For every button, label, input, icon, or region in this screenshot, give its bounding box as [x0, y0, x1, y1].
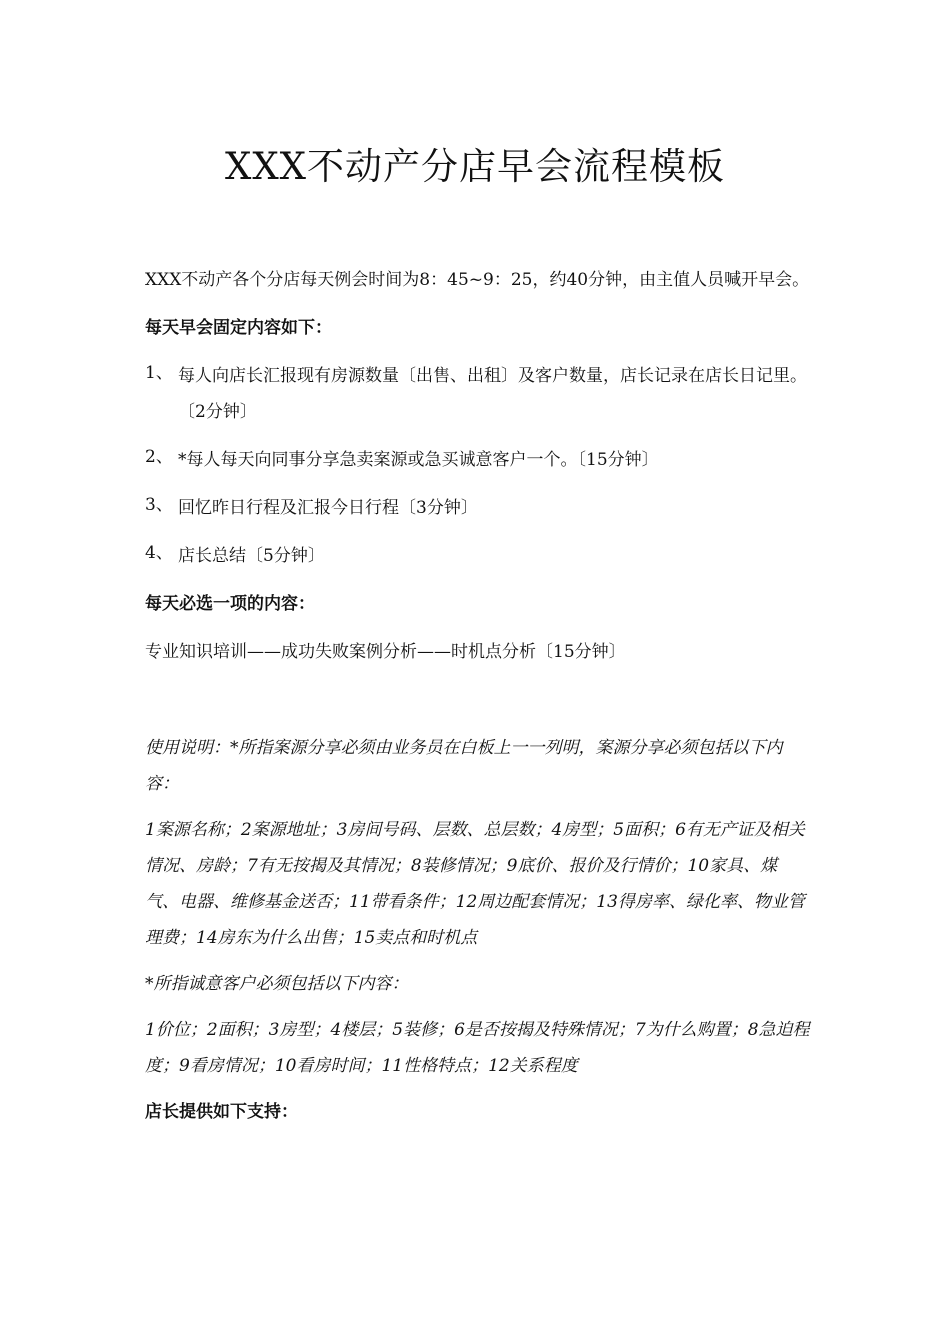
client-note: *所指诚意客户必须包括以下内容： [145, 974, 409, 994]
support-heading: 店长提供如下支持： [145, 1102, 298, 1122]
list-item-text: 店长总结〔5分钟〕 [178, 546, 325, 566]
list-item-number: 3、 [145, 495, 173, 515]
list-item-text: 每人向店长汇报现有房源数量〔出售、出租〕及客户数量，店长记录在店长日记里。〔2分钟〕 [178, 366, 807, 422]
list-item-number: 2、 [145, 447, 173, 467]
optional-topics: 专业知识培训——成功失败案例分析——时机点分析〔15分钟〕 [145, 642, 626, 662]
list-item-text: 回忆昨日行程及汇报今日行程〔3分钟〕 [178, 498, 478, 518]
case-contents: 1案源名称；2案源地址；3房间号码、层数、总层数；4房型；5面积；6有无产证及相关情况、房龄；7有无按揭及其情况；8装修情况；9底价、报价及行情价；10家具、煤气、电器、维修基金送否；11带看条件；12周边配套情况；13得房率、绿化率、物业管理费；14房东为什么出售；15卖点和时机点 [145, 820, 805, 948]
fixed-content-heading: 每天早会固定内容如下： [145, 318, 332, 338]
document-title: XXX不动产分店早会流程模板 [224, 145, 726, 188]
intro-paragraph: XXX不动产各个分店每天例会时间为8：45~9：25，约40分钟，由主值人员喊开早会。 [145, 270, 810, 290]
client-contents: 1价位；2面积；3房型；4楼层；5装修；6是否按揭及特殊情况；7为什么购置；8急迫程度；9看房情况；10看房时间；11性格特点；12关系程度 [145, 1020, 810, 1076]
usage-note: 使用说明：*所指案源分享必须由业务员在白板上一一列明，案源分享必须包括以下内容： [145, 738, 783, 794]
optional-content-heading: 每天必选一项的内容： [145, 594, 315, 614]
list-item [145, 490, 810, 526]
list-item-number: 4、 [145, 543, 173, 563]
document-body [145, 262, 810, 1142]
list-item [145, 358, 810, 430]
list-item-number: 1、 [145, 363, 173, 383]
list-item [145, 442, 810, 478]
list-item [145, 538, 810, 574]
list-item-text: *每人每天向同事分享急卖案源或急买诚意客户一个。〔15分钟〕 [178, 450, 659, 470]
